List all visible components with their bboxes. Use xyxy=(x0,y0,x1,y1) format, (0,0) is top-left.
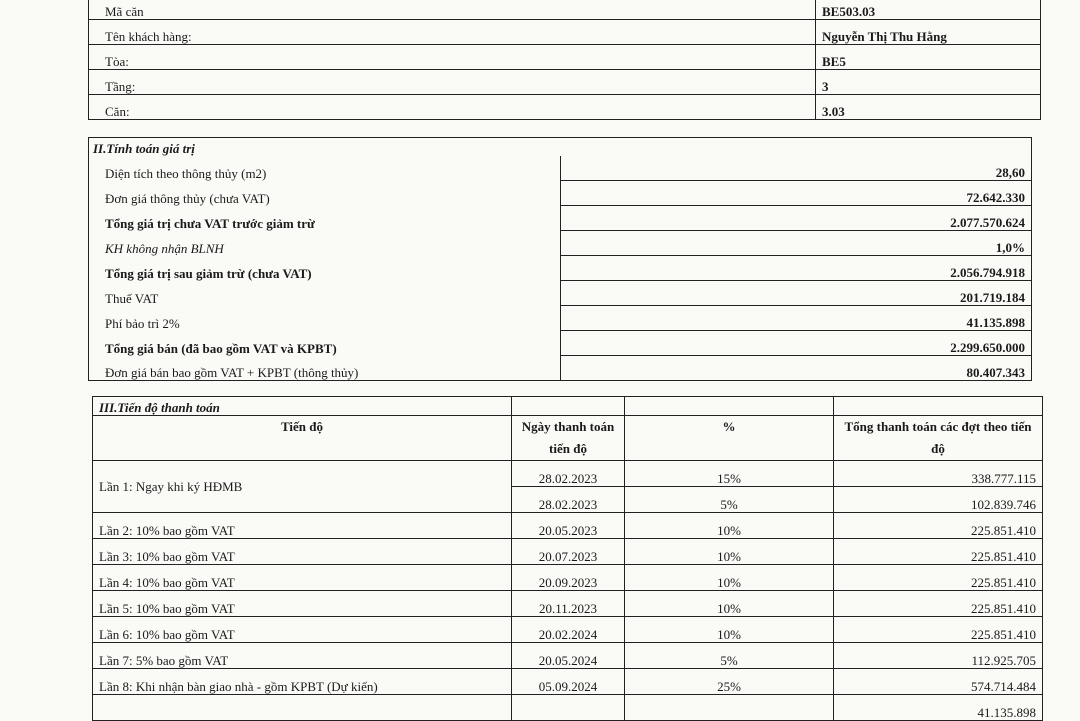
schedule-date xyxy=(512,695,625,721)
schedule-amount: 225.851.410 xyxy=(834,513,1043,539)
valuation-label: Đơn giá bán bao gồm VAT + KPBT (thông thủy) xyxy=(89,356,561,381)
schedule-percent: 15% xyxy=(625,461,834,487)
schedule-date: 20.07.2023 xyxy=(512,539,625,565)
valuation-label: Diện tích theo thông thủy (m2) xyxy=(89,156,561,181)
info-value: BE503.03 xyxy=(816,0,1041,20)
unit-info-table xyxy=(88,0,1041,120)
schedule-amount: 102.839.746 xyxy=(834,487,1043,513)
valuation-row xyxy=(89,181,1032,206)
schedule-amount: 574.714.484 xyxy=(834,669,1043,695)
schedule-stage: Lần 7: 5% bao gồm VAT xyxy=(93,643,512,669)
valuation-value: 28,60 xyxy=(560,156,1032,181)
schedule-amount: 225.851.410 xyxy=(834,565,1043,591)
valuation-label: Thuế VAT xyxy=(89,281,561,306)
schedule-stage: Lần 3: 10% bao gồm VAT xyxy=(93,539,512,565)
info-label: Tên khách hàng: xyxy=(89,20,816,45)
schedule-row xyxy=(93,643,1043,669)
schedule-row xyxy=(93,565,1043,591)
info-row xyxy=(89,0,1041,20)
valuation-value: 80.407.343 xyxy=(560,356,1032,381)
info-label: Mã căn xyxy=(89,0,816,20)
schedule-percent: 10% xyxy=(625,565,834,591)
schedule-amount: 225.851.410 xyxy=(834,617,1043,643)
valuation-value: 41.135.898 xyxy=(560,306,1032,331)
header-date: Ngày thanh toán tiến độ xyxy=(512,416,625,461)
schedule-date: 05.09.2024 xyxy=(512,669,625,695)
info-row xyxy=(89,20,1041,45)
valuation-row xyxy=(89,356,1032,381)
info-label: Căn: xyxy=(89,95,816,120)
schedule-percent: 25% xyxy=(625,669,834,695)
schedule-row xyxy=(93,539,1043,565)
section-title-row xyxy=(93,397,1043,416)
valuation-value: 1,0% xyxy=(560,231,1032,256)
payment-schedule-table xyxy=(92,396,1043,721)
header-total: Tổng thanh toán các đợt theo tiến độ xyxy=(834,416,1043,461)
valuation-label: Tổng giá bán (đã bao gồm VAT và KPBT) xyxy=(89,331,561,356)
schedule-date: 28.02.2023 xyxy=(512,487,625,513)
info-label: Tòa: xyxy=(89,45,816,70)
schedule-date: 20.05.2024 xyxy=(512,643,625,669)
valuation-value: 72.642.330 xyxy=(560,181,1032,206)
info-row xyxy=(89,70,1041,95)
valuation-label: Tổng giá trị sau giảm trừ (chưa VAT) xyxy=(89,256,561,281)
schedule-amount: 41.135.898 xyxy=(834,695,1043,721)
schedule-row xyxy=(93,695,1043,721)
valuation-table xyxy=(88,137,1032,381)
schedule-date: 20.11.2023 xyxy=(512,591,625,617)
info-value: BE5 xyxy=(816,45,1041,70)
info-row xyxy=(89,45,1041,70)
schedule-date: 20.09.2023 xyxy=(512,565,625,591)
info-row xyxy=(89,95,1041,120)
schedule-percent: 5% xyxy=(625,643,834,669)
section-title: II.Tính toán giá trị xyxy=(89,138,1032,157)
schedule-date: 20.05.2023 xyxy=(512,513,625,539)
valuation-value: 2.077.570.624 xyxy=(560,206,1032,231)
section-title-row xyxy=(89,138,1032,157)
schedule-percent: 10% xyxy=(625,591,834,617)
schedule-row xyxy=(93,513,1043,539)
valuation-label: Tổng giá trị chưa VAT trước giảm trừ xyxy=(89,206,561,231)
section-title: III.Tiến độ thanh toán xyxy=(93,397,512,416)
valuation-row xyxy=(89,206,1032,231)
schedule-amount: 225.851.410 xyxy=(834,591,1043,617)
schedule-stage: Lần 6: 10% bao gồm VAT xyxy=(93,617,512,643)
schedule-stage: Lần 8: Khi nhận bàn giao nhà - gồm KPBT (Dự kiến) xyxy=(93,669,512,695)
schedule-row xyxy=(93,669,1043,695)
empty-cell xyxy=(512,397,625,416)
header-progress: Tiến độ xyxy=(93,416,512,461)
empty-cell xyxy=(834,397,1043,416)
schedule-date: 28.02.2023 xyxy=(512,461,625,487)
valuation-value: 2.299.650.000 xyxy=(560,331,1032,356)
info-value: 3.03 xyxy=(816,95,1041,120)
info-value: Nguyễn Thị Thu Hằng xyxy=(816,20,1041,45)
schedule-stage: Lần 4: 10% bao gồm VAT xyxy=(93,565,512,591)
valuation-label: Phí bảo trì 2% xyxy=(89,306,561,331)
valuation-label: Đơn giá thông thủy (chưa VAT) xyxy=(89,181,561,206)
info-label: Tầng: xyxy=(89,70,816,95)
schedule-percent xyxy=(625,695,834,721)
schedule-amount: 112.925.705 xyxy=(834,643,1043,669)
schedule-stage: Lần 5: 10% bao gồm VAT xyxy=(93,591,512,617)
schedule-stage: Lần 2: 10% bao gồm VAT xyxy=(93,513,512,539)
schedule-row xyxy=(93,461,1043,487)
valuation-row xyxy=(89,256,1032,281)
valuation-label: KH không nhận BLNH xyxy=(89,231,561,256)
schedule-percent: 10% xyxy=(625,617,834,643)
valuation-value: 2.056.794.918 xyxy=(560,256,1032,281)
schedule-amount: 225.851.410 xyxy=(834,539,1043,565)
schedule-percent: 10% xyxy=(625,539,834,565)
schedule-row xyxy=(93,617,1043,643)
schedule-date: 20.02.2024 xyxy=(512,617,625,643)
empty-cell xyxy=(625,397,834,416)
info-value: 3 xyxy=(816,70,1041,95)
schedule-percent: 10% xyxy=(625,513,834,539)
schedule-row xyxy=(93,591,1043,617)
schedule-stage xyxy=(93,695,512,721)
valuation-row xyxy=(89,281,1032,306)
valuation-row xyxy=(89,231,1032,256)
valuation-value: 201.719.184 xyxy=(560,281,1032,306)
schedule-percent: 5% xyxy=(625,487,834,513)
valuation-row xyxy=(89,331,1032,356)
header-percent: % xyxy=(625,416,834,461)
valuation-row xyxy=(89,306,1032,331)
schedule-amount: 338.777.115 xyxy=(834,461,1043,487)
schedule-stage: Lần 1: Ngay khi ký HĐMB xyxy=(93,461,512,513)
header-row xyxy=(93,416,1043,461)
valuation-row xyxy=(89,156,1032,181)
